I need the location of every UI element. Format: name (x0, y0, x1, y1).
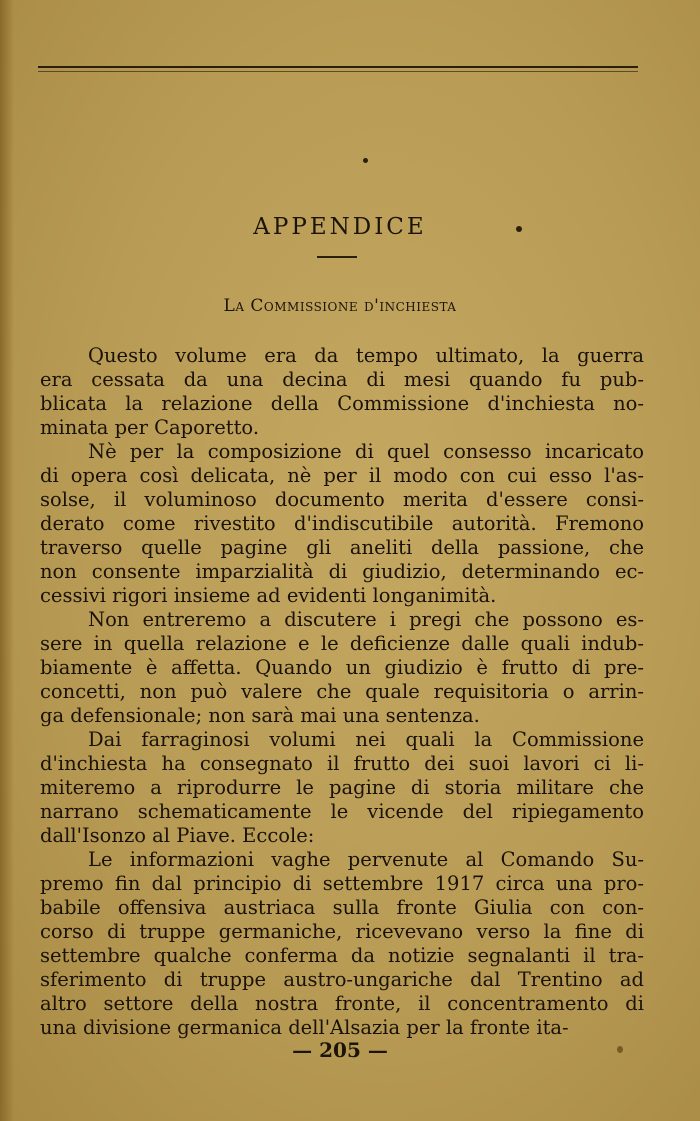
text-line: cessivi rigori insieme ad evidenti longanimità. (40, 584, 497, 607)
text-line: premo fin dal principio di settembre 1917 circa una pro- (40, 872, 644, 895)
page-edge-shadow (0, 0, 14, 1121)
body-text (40, 344, 644, 1040)
text-line: babile offensiva austriaca sulla fronte Giulia con con- (40, 896, 644, 919)
text-line: narrano schematicamente le vicende del ripiegamento (40, 800, 644, 823)
text-line: sferimento di truppe austro-ungariche dal Trentino ad (40, 968, 644, 991)
text-line: derato come rivestito d'indiscutibile autorità. Fremono (40, 512, 644, 535)
text-line: Le informazioni vaghe pervenute al Comando Su- (88, 848, 644, 871)
title-underline (317, 256, 357, 258)
text-line: di opera così delicata, nè per il modo con cui esso l'as- (40, 464, 644, 487)
text-line: traverso quelle pagine gli aneliti della passione, che (40, 536, 644, 559)
text-line: dall'Isonzo al Piave. Eccole: (40, 824, 315, 847)
text-line: sere in quella relazione e le deficienze dalle quali indub- (40, 632, 644, 655)
text-line: altro settore della nostra fronte, il concentramento di (40, 992, 644, 1015)
text-line: Questo volume era da tempo ultimato, la guerra (88, 344, 644, 367)
text-line: d'inchiesta ha consegnato il frutto dei suoi lavori ci li- (40, 752, 644, 775)
text-line: minata per Caporetto. (40, 416, 260, 439)
text-line: Nè per la composizione di quel consesso incaricato (88, 440, 644, 463)
text-line: solse, il voluminoso documento merita d'essere consi- (40, 488, 644, 511)
section-title: APPENDICE (253, 214, 427, 240)
text-line: era cessata da una decina di mesi quando fu pub- (40, 368, 644, 391)
text-line: concetti, non può valere che quale requisitoria o arrin- (40, 680, 644, 703)
text-line: non consente imparzialità di giudizio, determinando ec- (40, 560, 644, 583)
text-line: una divisione germanica dell'Alsazia per la fronte ita- (40, 1016, 569, 1039)
text-line: ga defensionale; non sarà mai una sentenza. (40, 704, 480, 727)
ink-speck (363, 158, 368, 163)
header-rule-thin (38, 71, 638, 72)
page-number: — 205 — (292, 1038, 388, 1062)
text-line: miteremo a riprodurre le pagine di storia militare che (40, 776, 644, 799)
text-line: Non entreremo a discutere i pregi che possono es- (88, 608, 644, 631)
subtitle: La Commissione d'inchiesta (223, 296, 457, 316)
text-line: settembre qualche conferma da notizie segnalanti il tra- (40, 944, 644, 967)
text-line: biamente è affetta. Quando un giudizio è frutto di pre- (40, 656, 644, 679)
header-rule (38, 66, 638, 68)
text-line: blicata la relazione della Commissione d'inchiesta no- (40, 392, 644, 415)
text-line: Dai farraginosi volumi nei quali la Commissione (88, 728, 644, 751)
text-line: corso di truppe germaniche, ricevevano verso la fine di (40, 920, 644, 943)
